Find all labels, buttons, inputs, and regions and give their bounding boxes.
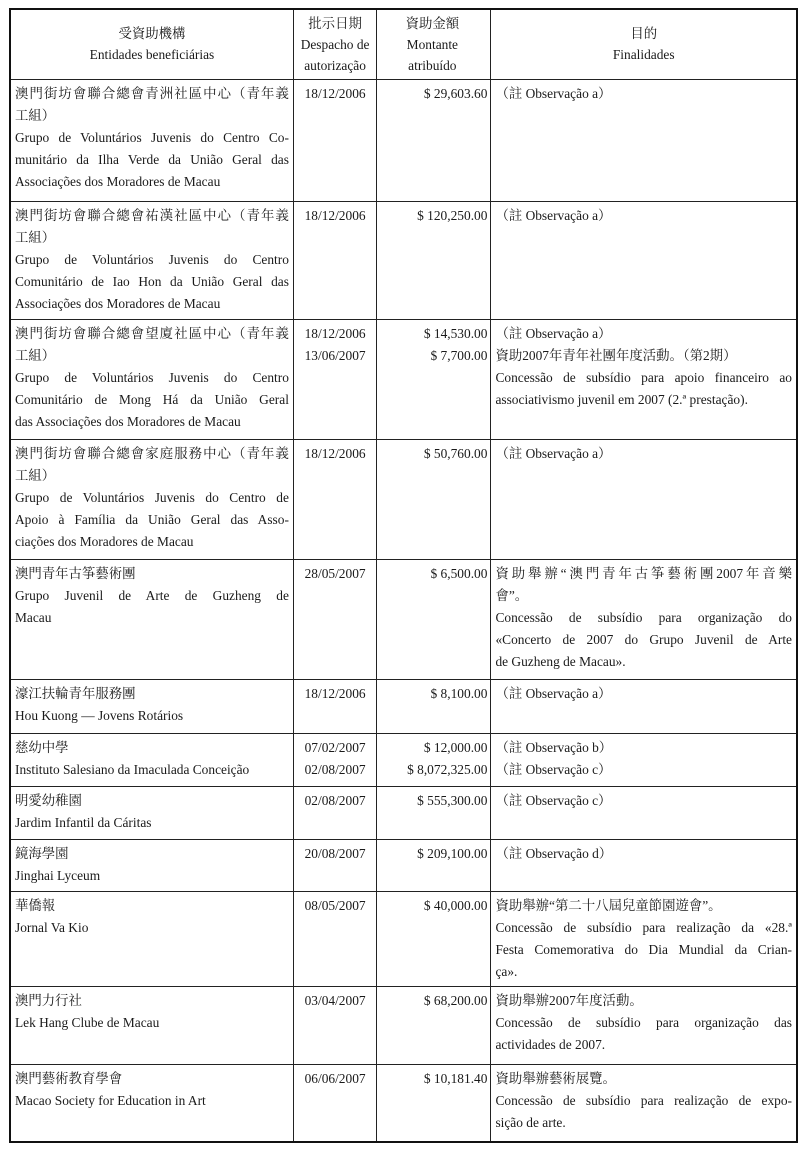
text-line: （註 Observação a） [495,685,612,701]
text-line: 18/12/2006 [304,85,366,101]
text-line: $ 68,200.00 [423,992,488,1008]
text-line: Concessão de subsídio para realização de expo- [495,1092,792,1108]
table-row [10,733,797,786]
date-cell [293,439,376,559]
table-row [10,1064,797,1142]
purpose-cell [491,201,797,319]
text-line: $ 12,000.00 [423,739,488,755]
text-line: Hou Kuong — Jovens Rotários [15,707,184,723]
date-cell [293,839,376,891]
header-purpose [491,9,797,79]
purpose-cell [491,439,797,559]
entity-cell [10,786,293,839]
date-cell [293,79,376,201]
amount-cell [377,559,491,679]
text-line: Entidades beneficiárias [89,47,215,63]
purpose-cell [491,786,797,839]
amount-cell [377,986,491,1064]
date-cell [293,319,376,439]
header-amount [377,9,491,79]
entity-cell [10,319,293,439]
text-line: 工組） [15,229,56,245]
text-line: Despacho de [300,36,370,52]
table-row [10,679,797,733]
text-line: Jornal Va Kio [15,919,89,935]
text-line: 02/08/2007 [304,792,366,808]
text-line: 28/05/2007 [304,565,366,581]
text-line: Grupo Juvenil de Arte de Guzheng de [15,587,289,603]
text-line: 澳門力行社 [15,992,82,1008]
entity-cell [10,839,293,891]
text-line: 工組） [15,347,56,363]
table-row [10,986,797,1064]
text-line: 工組） [15,467,56,483]
date-cell [293,201,376,319]
text-line: 03/04/2007 [304,992,366,1008]
text-line: 華僑報 [15,897,56,913]
text-line: Comunitário de Iao Hon da União Geral das [15,273,289,289]
table-row [10,839,797,891]
text-line: 18/12/2006 [304,685,366,701]
entity-cell [10,79,293,201]
text-line: 目的 [630,26,658,42]
text-line: $ 120,250.00 [417,207,488,223]
purpose-cell [491,733,797,786]
table-row [10,439,797,559]
text-line: actividades de 2007. [495,1036,606,1052]
table-row [10,891,797,986]
text-line: Montante [406,36,458,52]
text-line: （註 Observação b） [495,739,613,755]
text-line: 13/06/2007 [304,347,366,363]
text-line: Concessão de subsídio para realização da «28.ª [495,919,792,935]
amount-cell [377,786,491,839]
date-cell [293,891,376,986]
text-line: Grupo de Voluntários Juvenis do Centro [15,251,289,267]
table-row [10,559,797,679]
text-line: Associações dos Moradores de Macau [15,295,221,311]
entity-cell [10,733,293,786]
amount-cell [377,439,491,559]
purpose-cell [491,559,797,679]
text-line: Finalidades [612,47,675,63]
entity-cell [10,891,293,986]
text-line: 澳門青年古筝藝術團 [15,565,136,581]
amount-cell [377,679,491,733]
date-cell [293,986,376,1064]
text-line: 濠江扶輪青年服務團 [15,685,136,701]
amount-cell [377,201,491,319]
subsidy-table [9,8,798,1143]
amount-cell [377,1064,491,1142]
text-line: Festa Comemorativa do Dia Mundial da Crian- [495,941,792,957]
text-line: 18/12/2006 [304,207,366,223]
purpose-cell [491,679,797,733]
text-line: 鏡海學園 [15,845,69,861]
purpose-cell [491,79,797,201]
text-line: 工組） [15,107,56,123]
text-line: $ 6,500.00 [430,565,488,581]
text-line: autorização [304,57,366,73]
date-cell [293,1064,376,1142]
text-line: 06/06/2007 [304,1070,366,1086]
text-line: 資助舉辦2007年度活動。 [495,992,643,1008]
text-line: Jinghai Lyceum [15,867,101,883]
text-line: 澳門街坊會聯合總會青洲社區中心（青年義 [15,85,289,101]
text-line: $ 40,000.00 [423,897,488,913]
table-row [10,319,797,439]
amount-cell [377,891,491,986]
text-line: Grupo de Voluntários Juvenis do Centro Co- [15,129,289,145]
amount-cell [377,319,491,439]
text-line: 會”。 [495,587,529,603]
text-line: （註 Observação a） [495,207,612,223]
text-line: Associações dos Moradores de Macau [15,173,221,189]
table-row [10,786,797,839]
entity-cell [10,439,293,559]
text-line: 受資助機構 [118,26,186,42]
table-row [10,79,797,201]
purpose-cell [491,986,797,1064]
amount-cell [377,733,491,786]
text-line: $ 14,530.00 [423,325,488,341]
text-line: 18/12/2006 [304,445,366,461]
text-line: 08/05/2007 [304,897,366,913]
text-line: Grupo de Voluntários Juvenis do Centro de [15,489,289,505]
text-line: das Associações dos Moradores de Macau [15,413,241,429]
amount-cell [377,839,491,891]
text-line: 資助舉辦藝術展覽。 [495,1070,616,1086]
text-line: 資助舉辦“第二十八屆兒童節園遊會”。 [495,897,722,913]
date-cell [293,733,376,786]
text-line: $ 50,760.00 [423,445,488,461]
header-entity [10,9,293,79]
text-line: 澳門街坊會聯合總會家庭服務中心（青年義 [15,445,289,461]
text-line: associativismo juvenil em 2007 (2.ª prestação). [495,391,748,407]
text-line: Macao Society for Education in Art [15,1092,206,1108]
purpose-cell [491,839,797,891]
text-line: sição de arte. [495,1114,566,1130]
date-cell [293,786,376,839]
amount-cell [377,79,491,201]
entity-cell [10,1064,293,1142]
purpose-cell [491,891,797,986]
text-line: Concessão de subsídio para apoio financeiro ao [495,369,792,385]
text-line: （註 Observação a） [495,85,612,101]
text-line: Macau [15,609,52,625]
text-line: ça». [495,963,518,979]
text-line: 資助2007年青年社團年度活動。（第2期） [495,347,737,363]
text-line: 07/02/2007 [304,739,366,755]
text-line: Apoio à Família da União Geral das Asso- [15,511,289,527]
text-line: $ 29,603.60 [423,85,488,101]
text-line: Concessão de subsídio para organização das [495,1014,792,1030]
text-line: $ 555,300.00 [417,792,488,808]
text-line: 慈幼中學 [15,739,69,755]
text-line: $ 209,100.00 [417,845,488,861]
entity-cell [10,679,293,733]
text-line: Grupo de Voluntários Juvenis do Centro [15,369,289,385]
text-line: «Concerto de 2007 do Grupo Juvenil de Arte [495,631,792,647]
text-line: 澳門街坊會聯合總會望廈社區中心（青年義 [15,325,289,341]
text-line: Lek Hang Clube de Macau [15,1014,160,1030]
text-line: $ 8,072,325.00 [407,761,488,777]
text-line: $ 10,181.40 [423,1070,488,1086]
text-line: $ 7,700.00 [430,347,488,363]
text-line: 資助舉辦“澳門青年古筝藝術團2007年音樂 [495,565,792,581]
text-line: 20/08/2007 [304,845,366,861]
text-line: Jardim Infantil da Cáritas [15,814,152,830]
text-line: $ 8,100.00 [430,685,488,701]
text-line: 批示日期 [308,15,362,31]
header-date [293,9,376,79]
text-line: （註 Observação c） [495,792,612,808]
date-cell [293,559,376,679]
text-line: 18/12/2006 [304,325,366,341]
purpose-cell [491,319,797,439]
text-line: （註 Observação a） [495,445,612,461]
text-line: Instituto Salesiano da Imaculada Conceição [15,761,250,777]
text-line: Comunitário de Mong Há da União Geral [15,391,289,407]
text-line: 澳門街坊會聯合總會祐漢社區中心（青年義 [15,207,289,223]
text-line: （註 Observação a） [495,325,612,341]
text-line: ciações dos Moradores de Macau [15,533,194,549]
text-line: 明愛幼稚園 [15,792,82,808]
text-line: munitário da Ilha Verde da União Geral das [15,151,289,167]
text-line: atribuído [408,57,457,73]
text-line: 澳門藝術教育學會 [15,1070,123,1086]
text-line: 資助金額 [405,15,460,31]
text-line: （註 Observação c） [495,761,612,777]
entity-cell [10,986,293,1064]
entity-cell [10,201,293,319]
table-body [10,79,797,1142]
header-row [10,9,797,79]
text-line: Concessão de subsídio para organização do [495,609,792,625]
date-cell [293,679,376,733]
text-line: 02/08/2007 [304,761,366,777]
purpose-cell [491,1064,797,1142]
text-line: （註 Observação d） [495,845,613,861]
entity-cell [10,559,293,679]
table-row [10,201,797,319]
text-line: de Guzheng de Macau». [495,653,626,669]
